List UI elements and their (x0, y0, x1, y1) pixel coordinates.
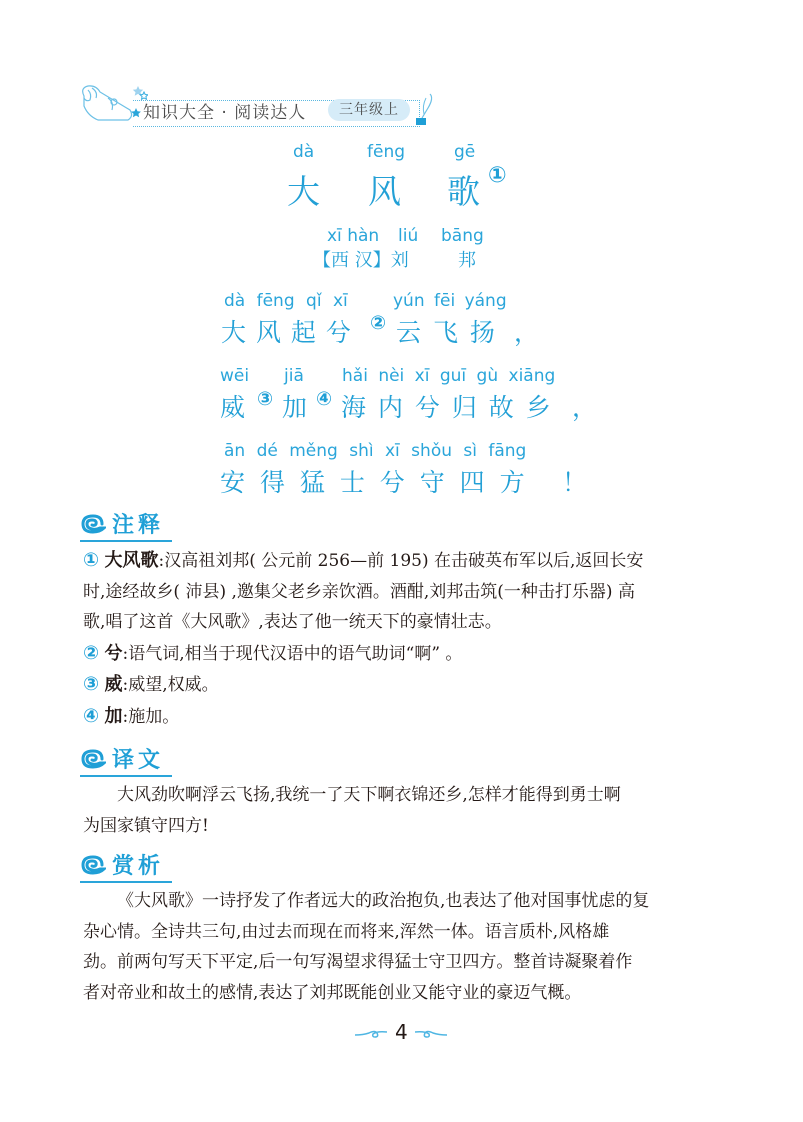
section-heading-translation (80, 743, 172, 777)
line2-text-c: 海 内 兮 归 故 乡 (341, 393, 551, 422)
note-text: :威望,权威。 (122, 675, 219, 695)
swirl-icon (80, 514, 106, 534)
title-pinyin-3: gē (454, 142, 476, 162)
line1-pinyin-b: yún fēi yáng (393, 291, 507, 311)
note-marker-2: ② (370, 312, 387, 334)
line1-punct: ， (514, 318, 540, 347)
author-surname: 刘 (390, 250, 409, 271)
section-heading-appreciation (80, 849, 172, 883)
note-term: 兮 (104, 642, 123, 664)
note-number: ② (83, 641, 100, 664)
quill-icon (412, 92, 436, 128)
appreciation-line: 者对帝业和故土的感情,表达了刘邦既能创业又能守业的豪迈气概。 (83, 982, 582, 1003)
book-series-title: 知识大全 · 阅读达人 (143, 103, 307, 123)
author-given-name: 邦 (458, 250, 476, 271)
line2-pinyin-c: hǎi nèi xī guī gù xiāng (342, 366, 556, 386)
notes-list (83, 545, 723, 732)
note-item-2 (83, 638, 723, 670)
section-heading-notes (80, 508, 172, 542)
note-text: :施加。 (122, 706, 180, 727)
bracket-close: 】 (372, 250, 391, 271)
line2-text-b: 加 (282, 393, 308, 422)
appreciation-line: 劲。前两句写天下平定,后一句写渴望求得猛士守卫四方。整首诗凝聚着作 (83, 952, 633, 972)
swirl-icon (80, 749, 106, 769)
author-pinyin-name: bāng (441, 226, 484, 246)
line3-pinyin-a: ān dé měng shì xī shǒu sì fāng (224, 441, 527, 461)
author-dynasty: 西 汉 (331, 250, 373, 271)
translation-heading-label: 译文 (112, 748, 165, 773)
translation-line: 为国家镇守四方! (83, 815, 209, 836)
line2-pinyin-a: wēi (220, 366, 250, 386)
note-item-4 (83, 701, 723, 733)
page-footer (355, 1020, 447, 1046)
header-banner (78, 80, 433, 124)
line1-text-a: 大 风 起 兮 (221, 318, 351, 347)
appreciation-heading-label: 赏析 (112, 854, 165, 879)
author-pinyin-surname: liú (398, 226, 419, 246)
line2-text-a: 威 (220, 393, 246, 422)
title-char-2: 风 (368, 172, 401, 211)
author-line (313, 246, 409, 272)
translation-text (83, 780, 723, 841)
appreciation-text (83, 886, 723, 1008)
line2-pinyin-b: jiā (284, 366, 304, 386)
note-number: ① (83, 549, 100, 571)
page-number: 4 (395, 1020, 408, 1044)
note-number: ④ (83, 704, 100, 727)
note-number: ③ (83, 673, 100, 695)
bracket-open: 【 (313, 250, 331, 271)
swirl-icon (80, 855, 106, 875)
appreciation-line: 杂心情。全诗共三句,由过去而现在而将来,浑然一体。语言质朴,风格雄 (83, 921, 610, 942)
title-pinyin-2: fēng (367, 142, 406, 162)
title-char-1: 大 (287, 172, 320, 211)
appreciation-line: 《大风歌》一诗抒发了作者远大的政治抱负,也表达了他对国事忧虑的复 (117, 891, 650, 911)
grade-badge: 三年级上 (328, 99, 410, 121)
line1-pinyin-a: dà fēng qǐ xī (224, 291, 348, 311)
note-term: 加 (104, 705, 123, 727)
note-marker-1: ① (488, 163, 507, 188)
wave-ornament-right-icon (415, 1029, 447, 1039)
author-pinyin-dynasty: xī hàn (327, 226, 380, 246)
notes-heading-label: 注释 (112, 513, 165, 538)
note-text: :语气词,相当于现代汉语中的语气助词“啊” 。 (122, 643, 463, 664)
translation-line: 大风劲吹啊浮云飞扬,我统一了天下啊衣锦还乡,怎样才能得到勇士啊 (117, 785, 621, 805)
note-text: :汉高祖刘邦( 公元前 256—前 195) 在击破英布军以后,返回长安 (158, 551, 644, 571)
title-pinyin-1: dà (293, 142, 315, 162)
wave-ornament-left-icon (355, 1029, 387, 1039)
note-marker-3: ③ (257, 388, 274, 410)
line1-text-b: 云 飞 扬 (396, 318, 495, 347)
title-char-3: 歌 (447, 172, 480, 211)
note-item-1-cont: 歌,唱了这首《大风歌》,表达了他一统天下的豪情壮志。 (83, 612, 502, 632)
note-item-1-cont: 时,途经故乡( 沛县) ,邀集父老乡亲饮酒。酒酣,刘邦击筑(一种击打乐器) 高 (83, 581, 635, 602)
note-term: 威 (104, 674, 123, 695)
note-item-3 (83, 669, 723, 701)
note-term: 大风歌 (104, 550, 159, 571)
note-item-1 (83, 545, 723, 577)
line3-punct: ！ (562, 468, 588, 497)
note-marker-4: ④ (316, 388, 333, 410)
line2-punct: ， (572, 393, 598, 422)
line3-text-a: 安 得 猛 士 兮 守 四 方 (220, 468, 525, 497)
